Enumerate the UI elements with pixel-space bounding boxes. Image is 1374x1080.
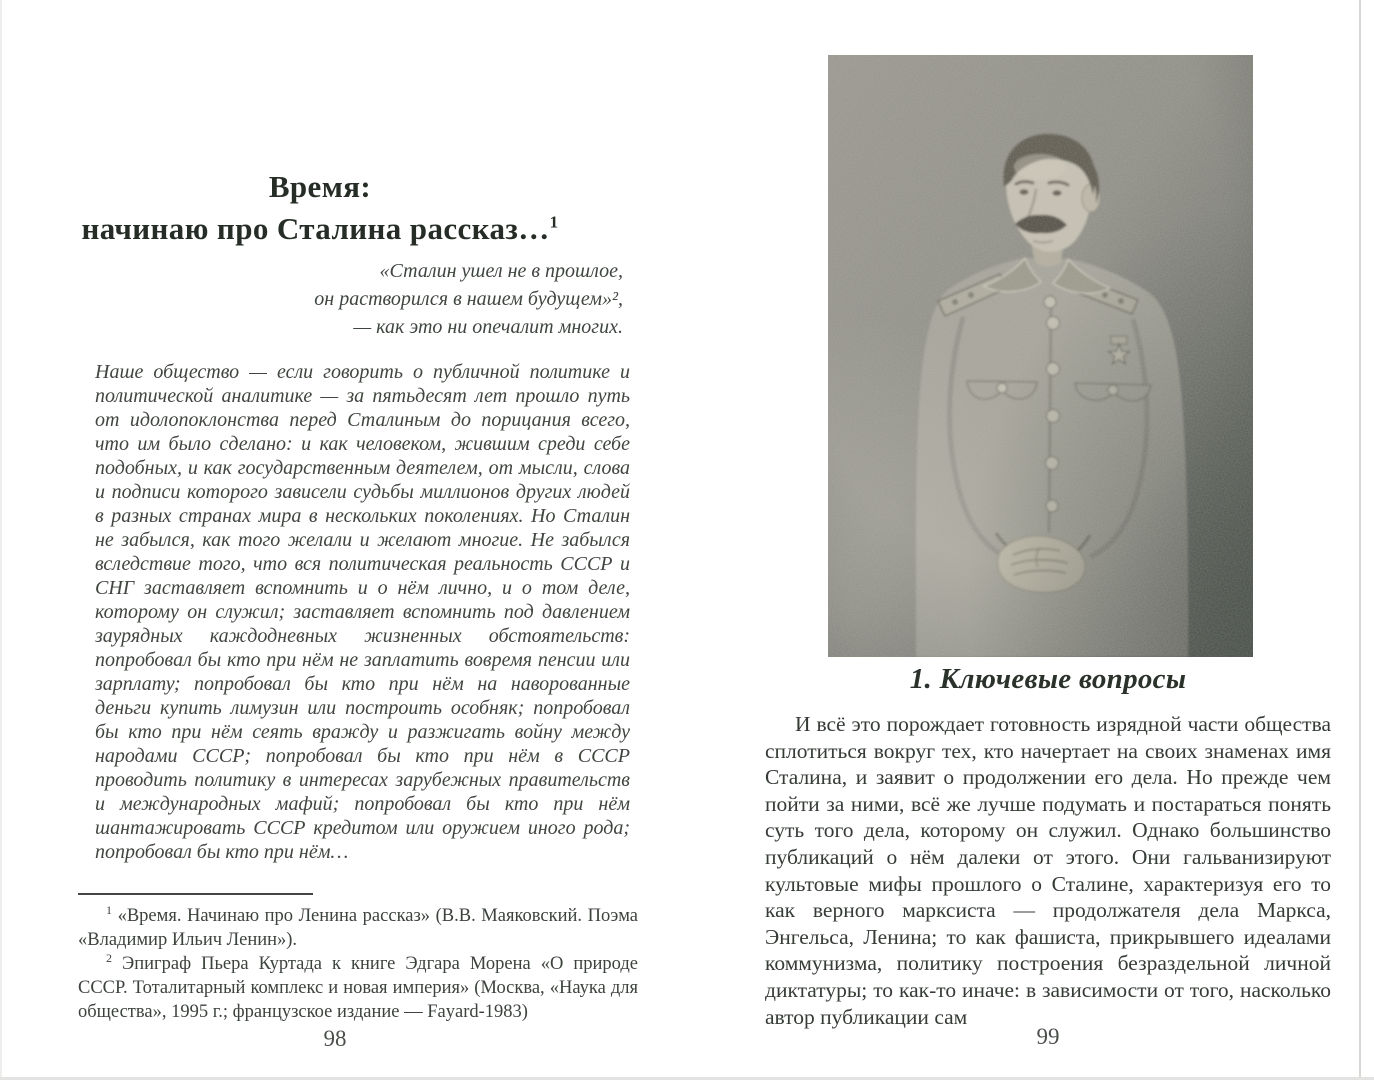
chapter-title-line1: Время: xyxy=(268,169,372,204)
stalin-portrait-photo xyxy=(828,55,1253,657)
left-page-body-text: Наше общество — если говорить о публичной политике и политической аналитике — за пятьдесят лет прошло путь от идолопоклонства перед Сталиным до порицания всего, что им было сделано: и как человеком, жившим среди себе подобных, и как государственным деятелем, от мысли, слова и подписи которого зависели судьбы миллионов других людей в разных странах мира в нескольких поколениях. Но Сталин не забылся, как того желали и желают многие. Не забылся вследствие того, что вся политическая реальность СССР и СНГ заставляет вспомнить и о нём лично, и о том деле, которому он служил; заставляет вспомнить под давлением заурядных каждодневных жизненных обстоятельств: попробовал бы кто при нём не заплатить вовремя пенсии или зарплату; попробовал бы кто при нём на наворованные деньги купить лимузин или построить особняк; попробовал бы кто при нём сеять вражду и разжигать войну между народами СССР; попробовал бы кто при нём в СССР проводить политику в интересах зарубежных правительств и международных мафий; попробовал бы кто при нём шантажировать СССР кредитом или оружием иного рода; попробовал бы кто при нём… xyxy=(95,361,630,863)
footnote-2 xyxy=(78,952,638,1024)
scan-edge-right xyxy=(1359,0,1361,1080)
footnote-2-text: Эпиграф Пьера Куртада к книге Эдгара Морена «О природе СССР. Тоталитарный комплекс и новая империя» (Москва, «Наука для общества», 1995 г.; французское издание — Fayard-1983) xyxy=(78,954,639,1022)
footnote-ref-1: 1 xyxy=(549,212,559,232)
footnote-block xyxy=(78,893,638,1024)
footnote-1-text: «Время. Начинаю про Ленина рассказ» (В.В. Маяковский. Поэма «Владимир Ильич Ленин»). xyxy=(78,906,638,950)
scan-edge-left xyxy=(0,0,2,1080)
epigraph-line-1: «Сталин ушел не в прошлое, xyxy=(379,260,623,282)
footnote-1 xyxy=(78,904,638,952)
epigraph xyxy=(95,257,623,341)
epigraph-line-2: он растворился в нашем будущем»², xyxy=(314,288,623,310)
stalin-portrait-illustration xyxy=(828,55,1253,657)
chapter-title xyxy=(70,166,570,250)
epigraph-line-3: — как это ни опечалит многих. xyxy=(353,316,623,338)
chapter-title-line2-text: начинаю про Сталина рассказ… xyxy=(81,211,550,246)
chapter-title-line2 xyxy=(70,208,570,250)
section-heading: 1. Ключевые вопросы xyxy=(909,663,1187,695)
page-number-right: 99 xyxy=(1036,1024,1060,1049)
footnote-separator-rule xyxy=(78,893,313,895)
footnote-2-marker: 2 xyxy=(106,950,112,965)
footnote-1-marker: 1 xyxy=(106,902,112,917)
right-page-body-text: И всё это порождает готовность изрядной части общества сплотиться вокруг тех, кто начертает на своих знаменах имя Сталина, и заявит о продолжении его дела. Но прежде чем пойти за ними, всё же лучше подумать и постараться понять суть того дела, которому он служил. Однако большинство публикаций о нём далеки от этого. Они гальванизируют культовые мифы прошлого о Сталине, характеризуя его то как верного марксиста — продолжателя дела Маркса, Энгельса, Ленина; то как фашиста, прикрывшего идеалами коммунизма, политику построения безраздельной личной диктатуры; то как-то иначе: в зависимости от того, насколько автор публикации сам xyxy=(765,712,1331,1029)
page-number-left: 98 xyxy=(323,1026,347,1051)
